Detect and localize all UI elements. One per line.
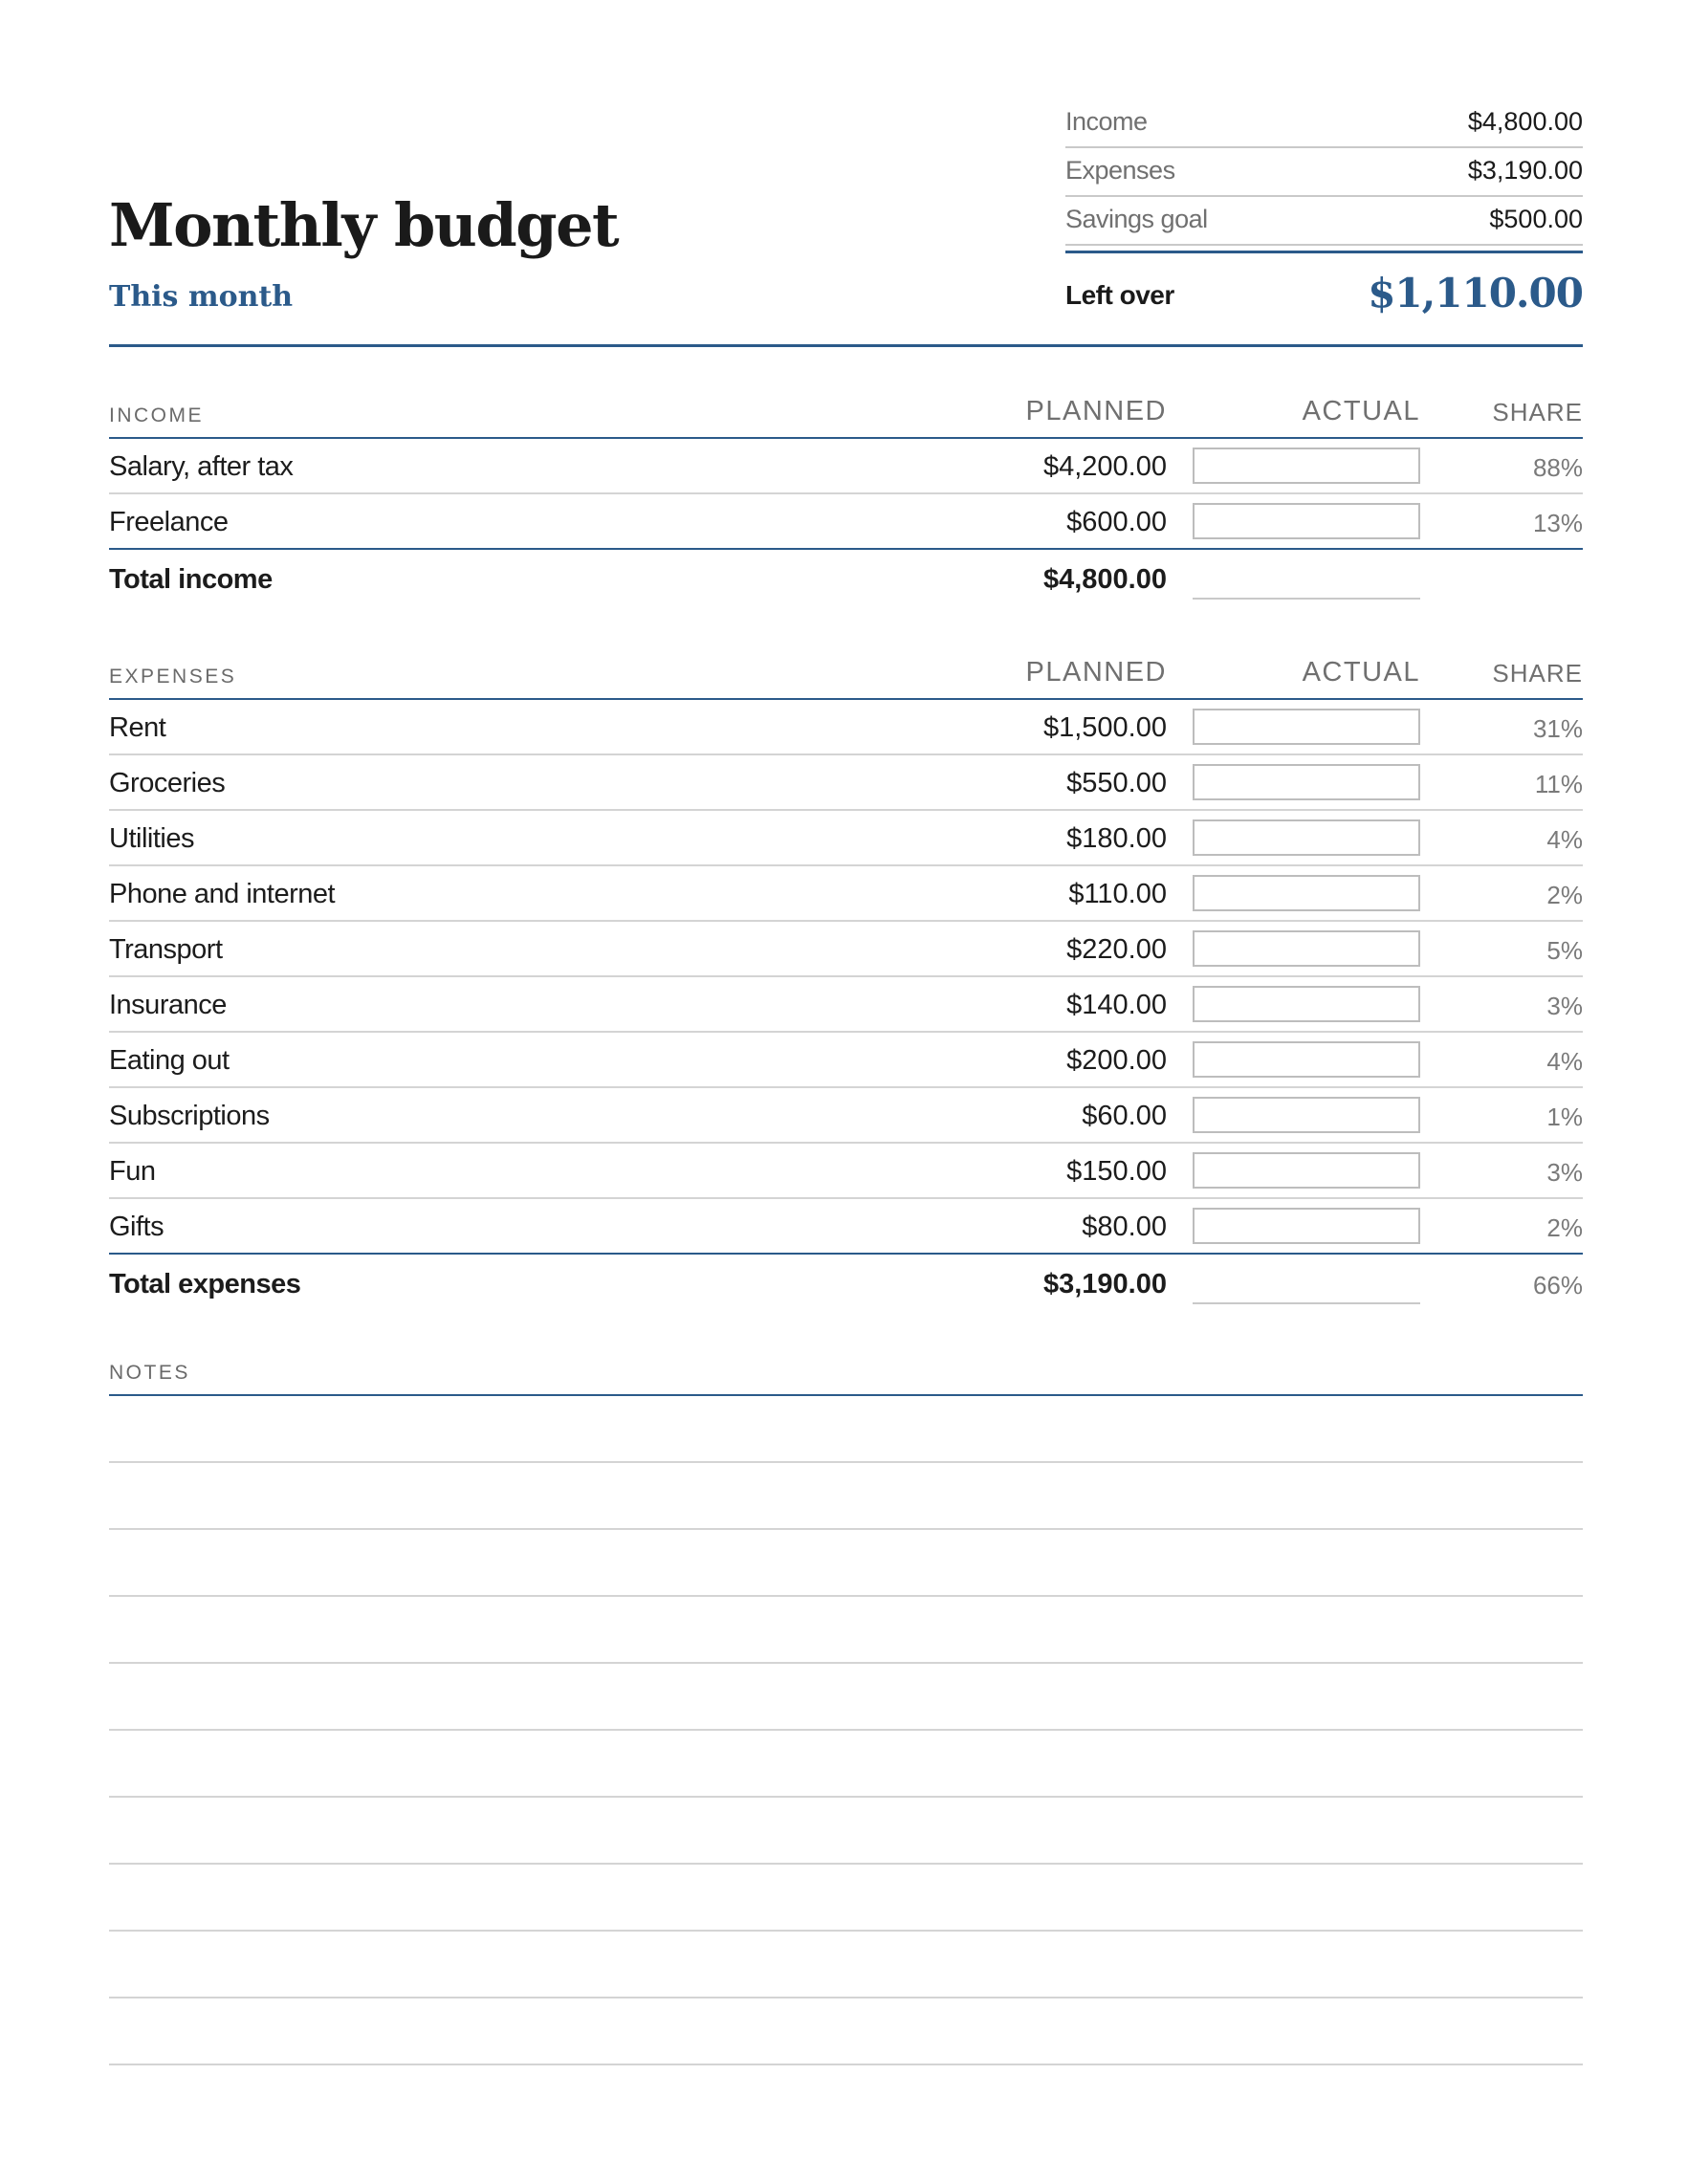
column-header-share: SHARE xyxy=(1492,398,1583,426)
row-name: Salary, after tax xyxy=(109,451,294,482)
total-actual-line[interactable] xyxy=(1193,1302,1420,1304)
row-name: Subscriptions xyxy=(109,1101,270,1131)
total-actual-line[interactable] xyxy=(1193,598,1420,600)
actual-input[interactable] xyxy=(1193,764,1420,800)
row-share: 2% xyxy=(1546,1213,1583,1242)
summary-total-value: $1,110.00 xyxy=(1368,270,1583,317)
total-name: Total expenses xyxy=(109,1269,301,1299)
expenses-header xyxy=(109,650,1583,700)
summary-row-left-over xyxy=(1065,253,1583,317)
row-name: Rent xyxy=(109,712,166,743)
income-section xyxy=(109,389,1583,609)
table-row xyxy=(109,1144,1583,1199)
income-header xyxy=(109,389,1583,439)
page-title: Monthly budget xyxy=(109,190,619,260)
section-title: EXPENSES xyxy=(109,666,237,688)
notes-header xyxy=(109,1346,1583,1396)
table-row xyxy=(109,1199,1583,1255)
summary-value: $4,800.00 xyxy=(1467,107,1583,136)
table-row xyxy=(109,866,1583,922)
actual-input[interactable] xyxy=(1193,1041,1420,1078)
notes-line[interactable] xyxy=(109,1396,1583,1463)
row-name: Freelance xyxy=(109,507,229,537)
table-row xyxy=(109,922,1583,977)
actual-input[interactable] xyxy=(1193,1152,1420,1189)
row-share: 5% xyxy=(1546,936,1583,965)
row-planned: $1,500.00 xyxy=(1042,712,1167,743)
notes-section xyxy=(109,1346,1583,2065)
summary-value: $500.00 xyxy=(1489,205,1583,233)
section-title: INCOME xyxy=(109,404,204,426)
row-share: 3% xyxy=(1546,1158,1583,1187)
row-planned: $60.00 xyxy=(1082,1101,1167,1131)
table-row xyxy=(109,494,1583,550)
notes-line[interactable] xyxy=(109,1597,1583,1664)
summary-value: $3,190.00 xyxy=(1467,156,1583,185)
row-name: Phone and internet xyxy=(109,879,336,909)
row-planned: $4,200.00 xyxy=(1042,451,1167,482)
row-planned: $550.00 xyxy=(1066,768,1167,798)
row-planned: $200.00 xyxy=(1066,1045,1167,1076)
row-share: 4% xyxy=(1546,825,1583,854)
row-name: Utilities xyxy=(109,823,194,854)
notes-line[interactable] xyxy=(109,1530,1583,1597)
section-title: NOTES xyxy=(109,1362,190,1384)
table-row xyxy=(109,1088,1583,1144)
total-name: Total income xyxy=(109,564,273,595)
page-subtitle: This month xyxy=(109,280,294,314)
column-header-actual: ACTUAL xyxy=(1302,657,1420,688)
actual-input[interactable] xyxy=(1193,709,1420,745)
row-share: 2% xyxy=(1546,881,1583,909)
total-share: 66% xyxy=(1532,1271,1583,1299)
summary-label: Savings goal xyxy=(1065,205,1208,233)
table-row xyxy=(109,700,1583,755)
summary-total-label: Left over xyxy=(1065,280,1174,310)
notes-line[interactable] xyxy=(109,1865,1583,1932)
table-row xyxy=(109,439,1583,494)
budget-page xyxy=(109,0,1583,2184)
summary-label: Expenses xyxy=(1065,156,1175,185)
summary-block xyxy=(1065,99,1583,317)
table-row xyxy=(109,755,1583,811)
table-row xyxy=(109,1033,1583,1088)
expenses-total-row xyxy=(109,1255,1583,1314)
notes-line[interactable] xyxy=(109,1798,1583,1865)
header-divider xyxy=(109,344,1583,347)
row-share: 3% xyxy=(1546,992,1583,1020)
row-planned: $140.00 xyxy=(1066,990,1167,1020)
notes-line[interactable] xyxy=(109,1998,1583,2065)
row-share: 4% xyxy=(1546,1047,1583,1076)
row-name: Fun xyxy=(109,1156,156,1187)
row-name: Gifts xyxy=(109,1212,164,1242)
table-row xyxy=(109,977,1583,1033)
row-name: Eating out xyxy=(109,1045,230,1076)
actual-input[interactable] xyxy=(1193,875,1420,911)
income-total-row xyxy=(109,550,1583,609)
row-planned: $220.00 xyxy=(1066,934,1167,965)
notes-line[interactable] xyxy=(109,1664,1583,1731)
column-header-actual: ACTUAL xyxy=(1302,396,1420,426)
actual-input[interactable] xyxy=(1193,1097,1420,1133)
table-row xyxy=(109,811,1583,866)
row-share: 31% xyxy=(1532,714,1583,743)
notes-line[interactable] xyxy=(109,1731,1583,1798)
expenses-section xyxy=(109,650,1583,1314)
row-share: 13% xyxy=(1532,509,1583,537)
notes-line[interactable] xyxy=(109,1463,1583,1530)
row-name: Insurance xyxy=(109,990,227,1020)
row-planned: $180.00 xyxy=(1066,823,1167,854)
actual-input[interactable] xyxy=(1193,819,1420,856)
row-name: Transport xyxy=(109,934,223,965)
actual-input[interactable] xyxy=(1193,1208,1420,1244)
total-planned: $3,190.00 xyxy=(1042,1269,1167,1299)
row-name: Groceries xyxy=(109,768,226,798)
total-planned: $4,800.00 xyxy=(1042,564,1167,595)
row-share: 88% xyxy=(1532,453,1583,482)
actual-input[interactable] xyxy=(1193,930,1420,967)
column-header-planned: PLANNED xyxy=(1025,657,1167,688)
row-planned: $600.00 xyxy=(1066,507,1167,537)
row-planned: $150.00 xyxy=(1066,1156,1167,1187)
row-share: 1% xyxy=(1546,1103,1583,1131)
actual-input[interactable] xyxy=(1193,986,1420,1022)
actual-input[interactable] xyxy=(1193,448,1420,484)
row-planned: $80.00 xyxy=(1082,1212,1167,1242)
summary-row-expenses xyxy=(1065,148,1583,197)
notes-line[interactable] xyxy=(109,1932,1583,1998)
column-header-planned: PLANNED xyxy=(1025,396,1167,426)
actual-input[interactable] xyxy=(1193,503,1420,539)
summary-row-income xyxy=(1065,99,1583,148)
summary-label: Income xyxy=(1065,107,1148,136)
row-share: 11% xyxy=(1534,770,1583,798)
row-planned: $110.00 xyxy=(1068,879,1167,909)
column-header-share: SHARE xyxy=(1492,659,1583,688)
summary-row-savings-goal xyxy=(1065,197,1583,246)
